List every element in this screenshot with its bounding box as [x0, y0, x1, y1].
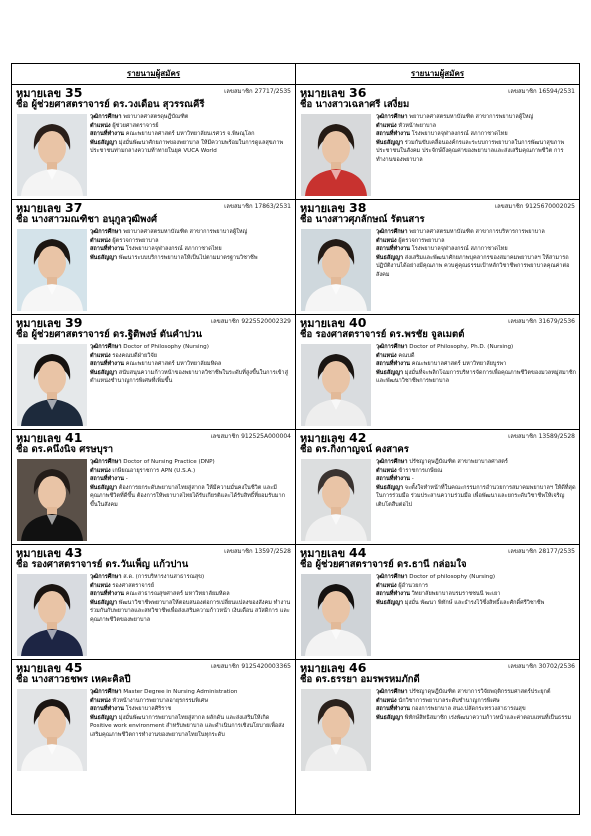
commitment-value: พัฒนาระบบบริการพยาบาลให้เป็นไปตามมาตรฐานวิชาชีพ — [118, 254, 258, 261]
name-label: ชื่อ — [300, 99, 313, 110]
member-label: เลขสมาชิก — [508, 433, 537, 440]
name-value: นางสาวเฉลาศรี เสงี่ยม — [315, 99, 410, 110]
education-row: วุฒิการศึกษา Doctor of Philosophy (Nursing) — [90, 344, 209, 350]
number-value: 46 — [349, 660, 367, 675]
position-row: ตำแหน่ง นักวิชาการพยาบาลระดับชำนาญการพิเศษ — [376, 697, 500, 704]
workplace-value: คณะพยาบาลศาสตร์ มหาวิทยาลัยบูรพา — [411, 361, 507, 368]
name-label: ชื่อ — [16, 329, 29, 340]
candidate-info — [376, 573, 576, 607]
member-label: เลขสมาชิก — [210, 318, 240, 325]
workplace-value: โรงพยาบาลจุฬาลงกรณ์ สภากาชาดไทย — [125, 246, 222, 253]
candidate-card — [12, 660, 296, 814]
workplace-value: - — [125, 476, 128, 483]
name-label: ชื่อ — [16, 444, 29, 455]
candidate-name — [300, 329, 464, 341]
candidate-photo — [301, 689, 371, 771]
position-row: ตำแหน่ง หัวหน้างานการพยาบาลอายุรกรรมพิเศษ — [90, 697, 209, 704]
workplace-row: สถานที่ทำงาน โรงพยาบาลจุฬาลงกรณ์ สภากาชาดไทย — [376, 246, 508, 253]
education-row: วุฒิการศึกษา Master Degree in Nursing Administration — [90, 689, 238, 695]
candidate-card — [12, 85, 296, 200]
candidate-sheet — [11, 63, 580, 815]
name-value: ผู้ช่วยศาสตราจารย์ ดร.ธานี กล่อมใจ — [315, 559, 467, 570]
candidate-photo — [17, 689, 87, 771]
commitment-row: พันธสัญญา มุ่งมั่น พัฒนา พิทักษ์ และธำรงไว้ซึ่งสิทธิ์และศักดิ์ศรีวิชาชีพ — [376, 599, 545, 606]
member-label: เลขสมาชิก — [494, 203, 524, 210]
commitment-row: พันธสัญญา ร่วมกันขับเคลื่อนองค์กรและระบบการพยาบาลในการพัฒนาสุขภาพประชาชนในสังคม ประจักษ์ถึงคุณค่าของพยาบาลและส่งเสริมคุณภาพชีวิต การทำงานของพยาบาล — [376, 139, 565, 163]
education-value: Doctor of Philosophy, Ph.D. (Nursing) — [409, 344, 514, 350]
candidate-name — [300, 214, 425, 226]
position-row: ตำแหน่ง ผู้ตรวจการพยาบาล — [90, 237, 159, 244]
candidate-card — [296, 545, 579, 660]
position-row: ตำแหน่ง ผู้อำนวยการ — [376, 582, 428, 589]
number-value: 43 — [65, 545, 83, 560]
number-value: 36 — [349, 85, 367, 100]
portrait-icon — [301, 574, 371, 656]
member-label: เลขสมาชิก — [224, 88, 253, 95]
number-value: 38 — [349, 200, 367, 215]
education-value: Master Degree in Nursing Administration — [123, 689, 238, 695]
member-label: เลขสมาชิก — [508, 663, 537, 670]
member-value: 30702/2536 — [538, 663, 575, 670]
name-label: ชื่อ — [300, 214, 313, 225]
position-value: หัวหน้าพยาบาล — [398, 122, 437, 129]
number-label: หมายเลข — [16, 432, 62, 445]
member-value: 13597/2528 — [254, 548, 291, 555]
member-value: 16594/2531 — [538, 88, 575, 95]
education-value: พยาบาลศาสตรมหาบัณฑิต สาขาการพยาบาลผู้ใหญ่ — [409, 114, 534, 120]
education-row: วุฒิการศึกษา ส.ด. (การบริหารงานสาธารณสุข) — [90, 574, 205, 580]
member-number — [508, 548, 575, 556]
portrait-icon — [301, 344, 371, 426]
name-label: ชื่อ — [300, 329, 313, 340]
member-number — [211, 663, 291, 671]
commitment-row: พันธสัญญา พัฒนาวิชาชีพพยาบาลให้ตอบสนองต่อการเปลี่ยนแปลงของสังคม ทำงานร่วมกันกับพยาบาลและสหวิชาชีพเพื่อส่งเสริมความก้าวหน้า เงินเดือน สวัสดิการ และคุณภาพชีวิตของพยาบาล — [90, 599, 291, 623]
candidate-photo — [301, 344, 371, 426]
number-value: 44 — [349, 545, 367, 560]
name-label: ชื่อ — [300, 559, 313, 570]
workplace-value: โรงพยาบาลจุฬาลงกรณ์ สภากาชาดไทย — [411, 131, 508, 138]
number-label: หมายเลข — [16, 202, 62, 215]
number-label: หมายเลข — [300, 547, 346, 560]
number-label: หมายเลข — [300, 662, 346, 675]
workplace-row: สถานที่ทำงาน โรงพยาบาลจุฬาลงกรณ์ สภากาชาดไทย — [376, 131, 508, 138]
commitment-value: ต้องการยกระดับพยาบาลไทยสู่สากล ให้มีความมั่นคงในชีวิต และมีคุณภาพชีวิตที่ดีขึ้น ต้องการให้พยาบาลไทยได้รับเกียรติและได้รับสิทธิ์ที่ยอมรับมากขึ้นในสังคม — [90, 484, 285, 508]
education-value: พยาบาลศาสตรมหาบัณฑิต สาขาการบริหารการพยาบาล — [409, 229, 545, 235]
member-value: 9125670002025 — [525, 203, 575, 210]
member-number — [508, 433, 575, 441]
candidate-photo — [301, 574, 371, 656]
candidate-info — [90, 688, 292, 740]
position-value: หัวหน้างานการพยาบาลอายุรกรรมพิเศษ — [112, 697, 209, 704]
workplace-row: สถานที่ทำงาน คณะสาธารณสุขศาสตร์ มหาวิทยาลัยมหิดล — [90, 591, 230, 598]
education-value: Doctor of Philosophy (Nursing) — [123, 344, 209, 350]
name-value: ดร.กิ่งกาญจน์ คงสาคร — [315, 444, 409, 455]
member-value: 31679/2536 — [538, 318, 575, 325]
portrait-icon — [17, 114, 87, 196]
candidate-info — [376, 688, 576, 722]
number-label: หมายเลข — [16, 547, 62, 560]
member-number — [508, 88, 575, 96]
commitment-row: พันธสัญญา พัฒนาระบบบริการพยาบาลให้เป็นไปตามมาตรฐานวิชาชีพ — [90, 254, 258, 261]
commitment-row: พันธสัญญา พิทักษ์สิทธิสมาชิก เร่งพัฒนาความก้าวหน้าและค่าตอบแทนที่เป็นธรรม — [376, 714, 572, 721]
candidate-card — [12, 315, 296, 430]
member-label: เลขสมาชิก — [224, 203, 253, 210]
number-value: 41 — [65, 430, 83, 445]
candidate-name — [16, 99, 204, 111]
candidate-info — [90, 573, 292, 625]
number-label: หมายเลข — [300, 202, 346, 215]
number-label: หมายเลข — [300, 87, 346, 100]
candidate-card — [12, 430, 296, 545]
name-value: ผู้ช่วยศาสตราจารย์ ดร.ฐิติพงษ์ ตันคำปวน — [31, 329, 203, 340]
commitment-value: ร่วมกันขับเคลื่อนองค์กรและระบบการพยาบาลในการพัฒนาสุขภาพประชาชนในสังคม ประจักษ์ถึงคุณค่าของพยาบาลและส่งเสริมคุณภาพชีวิต การทำงานของพยาบาล — [376, 139, 565, 163]
workplace-value: คณะพยาบาลศาสตร์ มหาวิทยาลัยมหิดล — [125, 361, 222, 368]
name-value: นางสาวธชพร เหคะคิลปี — [31, 674, 131, 685]
education-row: วุฒิการศึกษา พยาบาลศาสตรดุษฎีบัณฑิต — [90, 114, 189, 120]
position-row: ตำแหน่ง รองศาสตราจารย์ — [90, 582, 155, 589]
workplace-row: สถานที่ทำงาน โรงพยาบาลศิริราช — [90, 706, 172, 713]
member-label: เลขสมาชิก — [508, 548, 537, 555]
candidate-photo — [301, 114, 371, 196]
candidate-photo — [301, 229, 371, 311]
candidate-card — [296, 85, 579, 200]
candidate-photo — [17, 229, 87, 311]
education-row: วุฒิการศึกษา Doctor of Nursing Practice (DNP) — [90, 459, 215, 465]
candidate-name — [300, 559, 467, 571]
candidate-info — [376, 343, 576, 386]
name-value: ผู้ช่วยศาสตราจารย์ ดร.วงเดือน สุวรรณคีรี — [31, 99, 205, 110]
workplace-value: กองการพยาบาล สนง.ปลัดกระทรวงสาธารณสุข — [411, 706, 526, 713]
position-value: รองศาสตราจารย์ — [112, 582, 155, 589]
education-value: ส.ด. (การบริหารงานสาธารณสุข) — [123, 574, 205, 580]
position-row: ตำแหน่ง หัวหน้าพยาบาล — [376, 122, 437, 129]
commitment-value: พิทักษ์สิทธิสมาชิก เร่งพัฒนาความก้าวหน้าและค่าตอบแทนที่เป็นธรรม — [404, 714, 572, 721]
commitment-value: สนับสนุนความก้าวหน้าของพยาบาลวิชาชีพในระดับที่สูงขึ้นในการเข้าสู่ตำแหน่งชำนาญการพิเศษที่เพิ่มขึ้น — [90, 369, 288, 385]
commitment-value: พัฒนาวิชาชีพพยาบาลให้ตอบสนองต่อการเปลี่ยนแปลงของสังคม ทำงานร่วมกันกับพยาบาลและสหวิชาชีพเพื่อส่งเสริมความก้าวหน้า เงินเดือน สวัสดิการ และคุณภาพชีวิตของพยาบาล — [90, 599, 291, 623]
candidate-photo — [17, 574, 87, 656]
commitment-value: มุ่งมั่นที่จะพลิกโฉมการบริหารจัดการเพื่อคุณภาพชีวิตของมวลหมู่สมาชิก และพัฒนาวิชาชีพการพยาบาล — [376, 369, 577, 385]
member-number — [508, 663, 575, 671]
position-value: ผู้ตรวจการพยาบาล — [112, 237, 159, 244]
position-value: ผู้ตรวจการพยาบาล — [398, 237, 445, 244]
workplace-value: โรงพยาบาลศิริราช — [125, 706, 172, 713]
position-value: เกษียณอายุราชการ APN (U.S.A.) — [112, 467, 196, 474]
number-value: 35 — [65, 85, 83, 100]
commitment-value: จะตั้งใจทำหน้าที่ในคณะกรรมการอำนวยการสมาคมพยาบาลฯ ให้ดีที่สุดในการร่วมมือ ร่วมประสานความร่วมมือ เพื่อพัฒนาและยกระดับวิชาชีพให้เจริญเติบโตสืบต่อไป — [376, 484, 576, 508]
member-number — [224, 203, 291, 211]
workplace-row: สถานที่ทำงาน - — [376, 476, 414, 483]
name-value: นางสาวมณฑิชา อนุกูลวุฒิพงศ์ — [31, 214, 158, 225]
commitment-row: พันธสัญญา สนับสนุนความก้าวหน้าของพยาบาลวิชาชีพในระดับที่สูงขึ้นในการเข้าสู่ตำแหน่งชำนาญการพิเศษที่เพิ่มขึ้น — [90, 369, 288, 385]
portrait-icon — [301, 114, 371, 196]
name-label: ชื่อ — [300, 444, 313, 455]
name-label: ชื่อ — [300, 674, 313, 685]
education-row: วุฒิการศึกษา พยาบาลศาสตรมหาบัณฑิต สาขาการพยาบาลผู้ใหญ่ — [376, 114, 534, 120]
portrait-icon — [17, 229, 87, 311]
member-number — [211, 433, 291, 441]
member-value: 13589/2528 — [538, 433, 575, 440]
candidate-name — [300, 674, 420, 686]
commitment-value: ส่งเสริมและพัฒนาศักยภาพบุคลากรของสมาคมพยาบาลฯ ให้สามารถปฏิบัติงานได้อย่างมีคุณภาพ ควบคู่คุณธรรมเป้าหลักวิชาชีพการพยาบาลคุณค่าต่อสังคม — [376, 254, 570, 278]
candidate-info — [90, 458, 292, 510]
position-row: ตำแหน่ง เกษียณอายุราชการ APN (U.S.A.) — [90, 467, 196, 474]
portrait-icon — [17, 459, 87, 541]
member-number — [224, 548, 291, 556]
education-row: วุฒิการศึกษา Doctor of philosophy (Nursing) — [376, 574, 496, 580]
workplace-value: คณะพยาบาลศาสตร์ มหาวิทยาลัยนเรศวร จ.พิษณุโลก — [125, 131, 255, 138]
portrait-icon — [17, 344, 87, 426]
workplace-row: สถานที่ทำงาน กองการพยาบาล สนง.ปลัดกระทรวงสาธารณสุข — [376, 706, 526, 713]
number-value: 37 — [65, 200, 83, 215]
candidate-name — [16, 559, 188, 571]
position-value: ผู้ช่วยศาสตราจารย์ — [112, 122, 159, 129]
candidate-photo — [301, 459, 371, 541]
candidate-info — [376, 458, 576, 510]
number-value: 45 — [65, 660, 83, 675]
education-row: วุฒิการศึกษา พยาบาลศาสตรมหาบัณฑิต สาขาการพยาบาลผู้ใหญ่ — [90, 229, 248, 235]
candidate-card — [296, 315, 579, 430]
commitment-row: พันธสัญญา จะตั้งใจทำหน้าที่ในคณะกรรมการอำนวยการสมาคมพยาบาลฯ ให้ดีที่สุดในการร่วมมือ ร่วมประสานความร่วมมือ เพื่อพัฒนาและยกระดับวิชาชีพให้เจริญเติบโตสืบต่อไป — [376, 484, 576, 508]
member-label: เลขสมาชิก — [508, 88, 537, 95]
candidate-photo — [17, 114, 87, 196]
position-row: ตำแหน่ง ผู้ช่วยศาสตราจารย์ — [90, 122, 159, 129]
education-value: Doctor of Nursing Practice (DNP) — [123, 459, 215, 465]
education-row: วุฒิการศึกษา ปรัชญาดุษฎีบัณฑิต สาขาการวิจัยพฤติกรรมศาสตร์ประยุกต์ — [376, 689, 551, 695]
candidate-info — [90, 228, 292, 262]
education-row: วุฒิการศึกษา Doctor of Philosophy, Ph.D. (Nursing) — [376, 344, 514, 350]
name-value: นางสาวศุภลักษณ์ รัตนสาร — [315, 214, 425, 225]
position-row: ตำแหน่ง ผู้ตรวจการพยาบาล — [376, 237, 445, 244]
candidate-card — [12, 545, 296, 660]
member-label: เลขสมาชิก — [508, 318, 537, 325]
position-value: ผู้อำนวยการ — [398, 582, 428, 589]
member-label: เลขสมาชิก — [210, 663, 240, 670]
commitment-row: พันธสัญญา มุ่งมั่นพัฒนาการพยาบาลไทยสู่สากล ผลักดัน และส่งเสริมให้เกิด Positive work environment สำหรับพยาบาล และดำเนินการเชิงนโยบายเพื่อส่งเสริมคุณภาพชีวิตการทำงานของพยาบาลไทยในทุกระดับ — [90, 714, 285, 738]
number-value: 40 — [349, 315, 367, 330]
candidate-info — [376, 113, 576, 165]
portrait-icon — [17, 574, 87, 656]
name-label: ชื่อ — [16, 99, 29, 110]
candidate-photo — [17, 344, 87, 426]
member-value: 912525A000004 — [241, 433, 291, 440]
candidate-card — [296, 200, 579, 315]
candidate-info — [376, 228, 576, 280]
workplace-value: วิทยาลัยพยาบาลบรมราชชนนี พะเยา — [411, 591, 501, 598]
education-value: พยาบาลศาสตรดุษฎีบัณฑิต — [123, 114, 189, 120]
commitment-value: มุ่งมั่นพัฒนาการพยาบาลไทยสู่สากล ผลักดัน และส่งเสริมให้เกิด Positive work environment สำหรับพยาบาล และดำเนินการเชิงนโยบายเพื่อส่งเสริมคุณภาพชีวิตการทำงานของพยาบาลไทยในทุกระดับ — [90, 714, 285, 738]
education-value: Doctor of philosophy (Nursing) — [409, 574, 496, 580]
candidate-name — [16, 214, 157, 226]
commitment-row: พันธสัญญา ส่งเสริมและพัฒนาศักยภาพบุคลากรของสมาคมพยาบาลฯ ให้สามารถปฏิบัติงานได้อย่างมีคุณภาพ ควบคู่คุณธรรมเป้าหลักวิชาชีพการพยาบาลคุณค่าต่อสังคม — [376, 254, 570, 278]
candidate-name — [16, 674, 131, 686]
member-value: 9125420003365 — [241, 663, 291, 670]
education-value: ปรัชญาดุษฎีบัณฑิต สาขาพยาบาลศาสตร์ — [409, 459, 508, 465]
number-label: หมายเลข — [300, 317, 346, 330]
workplace-value: โรงพยาบาลจุฬาลงกรณ์ สภากาชาดไทย — [411, 246, 508, 253]
number-label: หมายเลข — [16, 317, 62, 330]
candidate-card — [296, 660, 579, 814]
name-label: ชื่อ — [16, 214, 29, 225]
education-row: วุฒิการศึกษา พยาบาลศาสตรมหาบัณฑิต สาขาการบริหารการพยาบาล — [376, 229, 545, 235]
member-number — [224, 88, 291, 96]
candidate-info — [90, 113, 292, 156]
commitment-row: พันธสัญญา มุ่งมั่นที่จะพลิกโฉมการบริหารจัดการเพื่อคุณภาพชีวิตของมวลหมู่สมาชิก และพัฒนาวิชาชีพการพยาบาล — [376, 369, 577, 385]
member-value: 27717/2535 — [254, 88, 291, 95]
workplace-row: สถานที่ทำงาน - — [90, 476, 128, 483]
candidate-name — [300, 444, 409, 456]
member-label: เลขสมาชิก — [224, 548, 253, 555]
column-header-left: รายนามผู้สมัคร — [12, 64, 296, 85]
number-value: 42 — [349, 430, 367, 445]
workplace-row: สถานที่ทำงาน คณะพยาบาลศาสตร์ มหาวิทยาลัยมหิดล — [90, 361, 222, 368]
commitment-row: พันธสัญญา ต้องการยกระดับพยาบาลไทยสู่สากล ให้มีความมั่นคงในชีวิต และมีคุณภาพชีวิตที่ดีขึ้น ต้องการให้พยาบาลไทยได้รับเกียรติและได้รับสิทธิ์ที่ยอมรับมากขึ้นในสังคม — [90, 484, 285, 508]
member-label: เลขสมาชิก — [210, 433, 240, 440]
candidate-name — [16, 329, 202, 341]
education-row: วุฒิการศึกษา ปรัชญาดุษฎีบัณฑิต สาขาพยาบาลศาสตร์ — [376, 459, 508, 465]
position-row: ตำแหน่ง คณบดี — [376, 352, 415, 359]
workplace-row: สถานที่ทำงาน โรงพยาบาลจุฬาลงกรณ์ สภากาชาดไทย — [90, 246, 222, 253]
number-label: หมายเลข — [300, 432, 346, 445]
workplace-row: สถานที่ทำงาน คณะพยาบาลศาสตร์ มหาวิทยาลัยนเรศวร จ.พิษณุโลก — [90, 131, 255, 138]
commitment-value: มุ่งมั่น พัฒนา พิทักษ์ และธำรงไว้ซึ่งสิทธิ์และศักดิ์ศรีวิชาชีพ — [404, 599, 545, 606]
position-row: ตำแหน่ง ข้าราชการเกษียณ — [376, 467, 443, 474]
position-value: นักวิชาการพยาบาลระดับชำนาญการพิเศษ — [398, 697, 500, 704]
candidate-card — [12, 200, 296, 315]
name-label: ชื่อ — [16, 559, 29, 570]
education-value: พยาบาลศาสตรมหาบัณฑิต สาขาการพยาบาลผู้ใหญ่ — [123, 229, 248, 235]
member-value: 28177/2535 — [538, 548, 575, 555]
member-number — [495, 203, 575, 211]
commitment-row: พันธสัญญา มุ่งมั่นพัฒนาศักยภาพของพยาบาล ให้มีความพร้อมในการดูแลสุขภาพประชาชนท่ามกลางความท้าทายในยุค VUCA World — [90, 139, 284, 155]
candidate-name — [300, 99, 409, 111]
name-label: ชื่อ — [16, 674, 29, 685]
education-value: ปรัชญาดุษฎีบัณฑิต สาขาการวิจัยพฤติกรรมศาสตร์ประยุกต์ — [409, 689, 551, 695]
member-value: 9225520002329 — [241, 318, 291, 325]
name-value: ดร.ธรรยา อมรพรหมภักดี — [315, 674, 420, 685]
number-value: 39 — [65, 315, 83, 330]
portrait-icon — [17, 689, 87, 771]
number-label: หมายเลข — [16, 662, 62, 675]
candidate-name — [16, 444, 113, 456]
portrait-icon — [301, 459, 371, 541]
candidate-photo — [17, 459, 87, 541]
name-value: รองศาสตราจารย์ ดร.วันเพ็ญ แก้วปาน — [31, 559, 189, 570]
portrait-icon — [301, 229, 371, 311]
workplace-row: สถานที่ทำงาน วิทยาลัยพยาบาลบรมราชชนนี พะเยา — [376, 591, 501, 598]
column-header-right: รายนามผู้สมัคร — [296, 64, 579, 85]
member-number — [211, 318, 291, 326]
commitment-value: มุ่งมั่นพัฒนาศักยภาพของพยาบาล ให้มีความพร้อมในการดูแลสุขภาพประชาชนท่ามกลางความท้าทายในยุค VUCA World — [90, 139, 284, 155]
position-row: ตำแหน่ง รองคณบดีฝ่ายวิจัย — [90, 352, 158, 359]
workplace-value: - — [411, 476, 414, 483]
portrait-icon — [301, 689, 371, 771]
number-label: หมายเลข — [16, 87, 62, 100]
member-value: 17863/2531 — [254, 203, 291, 210]
workplace-value: คณะสาธารณสุขศาสตร์ มหาวิทยาลัยมหิดล — [125, 591, 230, 598]
position-value: ข้าราชการเกษียณ — [398, 467, 443, 474]
position-value: คณบดี — [398, 352, 415, 359]
position-value: รองคณบดีฝ่ายวิจัย — [112, 352, 158, 359]
candidate-card — [296, 430, 579, 545]
member-number — [508, 318, 575, 326]
name-value: ดร.คนึงนิจ ศรษบุรา — [31, 444, 114, 455]
workplace-row: สถานที่ทำงาน คณะพยาบาลศาสตร์ มหาวิทยาลัยบูรพา — [376, 361, 507, 368]
candidate-info — [90, 343, 292, 386]
name-value: รองศาสตราจารย์ ดร.พรชัย จูลเมตต์ — [315, 329, 465, 340]
